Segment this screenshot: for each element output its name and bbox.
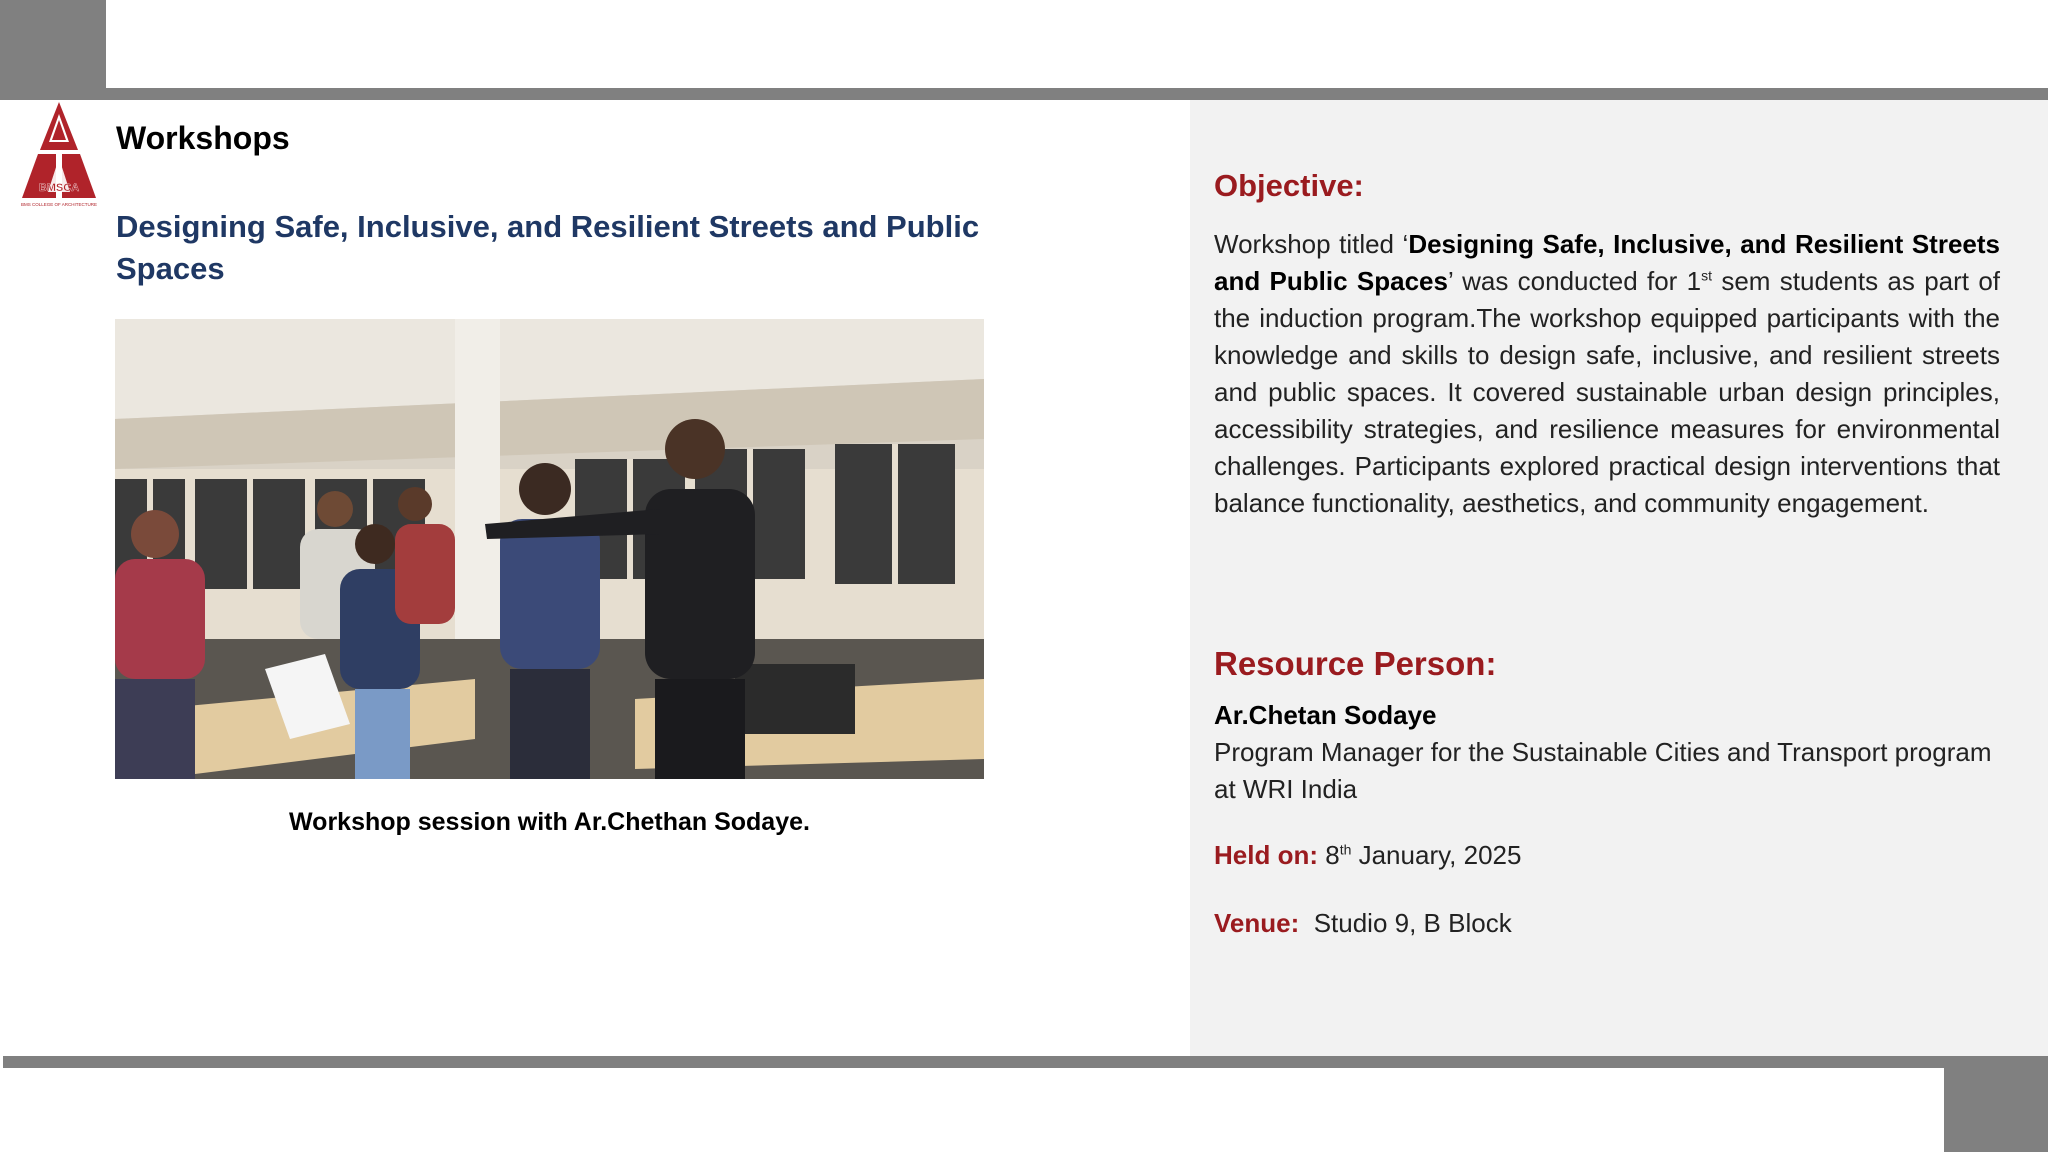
held-on-day: 8 <box>1318 840 1340 870</box>
objective-intro: Workshop titled ‘ <box>1214 229 1409 259</box>
bmsca-logo <box>20 100 98 212</box>
bottom-right-grey-block <box>1944 1062 2048 1152</box>
workshop-title: Designing Safe, Inclusive, and Resilient Streets and Public Spaces <box>116 209 980 286</box>
venue-value: Studio 9, B Block <box>1299 908 1512 938</box>
held-on-label: Held on: <box>1214 840 1318 870</box>
venue <box>1214 908 1512 939</box>
objective-after-title: ’ was conducted for 1 <box>1447 266 1702 296</box>
workshop-photo <box>115 319 984 779</box>
objective-ordinal: st <box>1701 267 1713 284</box>
objective-bold-title: Designing Safe, Inclusive, and Resilient Streets and Public Spaces <box>1214 229 2000 296</box>
photo-caption: Workshop session with Ar.Chethan Sodaye. <box>289 808 810 836</box>
venue-label: Venue: <box>1214 908 1300 938</box>
logo-text: BMSCA <box>38 182 80 194</box>
section-title: Workshops <box>116 120 290 156</box>
held-on <box>1214 840 1521 871</box>
resource-person-role: Program Manager for the Sustainable Cities and Transport program at WRI India <box>1214 737 1992 804</box>
resource-person-name: Ar.Chetan Sodaye <box>1214 700 1437 730</box>
logo-subtext: BMS COLLEGE OF ARCHITECTURE <box>20 202 98 207</box>
objective-text <box>1214 226 2000 522</box>
objective-heading: Objective: <box>1214 168 1364 203</box>
held-on-rest: January, 2025 <box>1351 840 1522 870</box>
top-left-grey-block <box>0 0 106 92</box>
objective-rest: sem students as part of the induction program.The workshop equipped participants with the knowledge and skills to design safe, inclusive, and resilient streets and public spaces. It covered sustainable urban design principles, accessibility strategies, and resilience measures for environmental challenges. Participants explored practical design interventions that balance functionality, aesthetics, and community engagement. <box>1214 266 2001 518</box>
top-divider <box>0 88 2048 100</box>
held-on-ordinal: th <box>1339 841 1352 858</box>
bottom-divider <box>3 1056 2048 1068</box>
resource-person-heading: Resource Person: <box>1214 645 1497 682</box>
